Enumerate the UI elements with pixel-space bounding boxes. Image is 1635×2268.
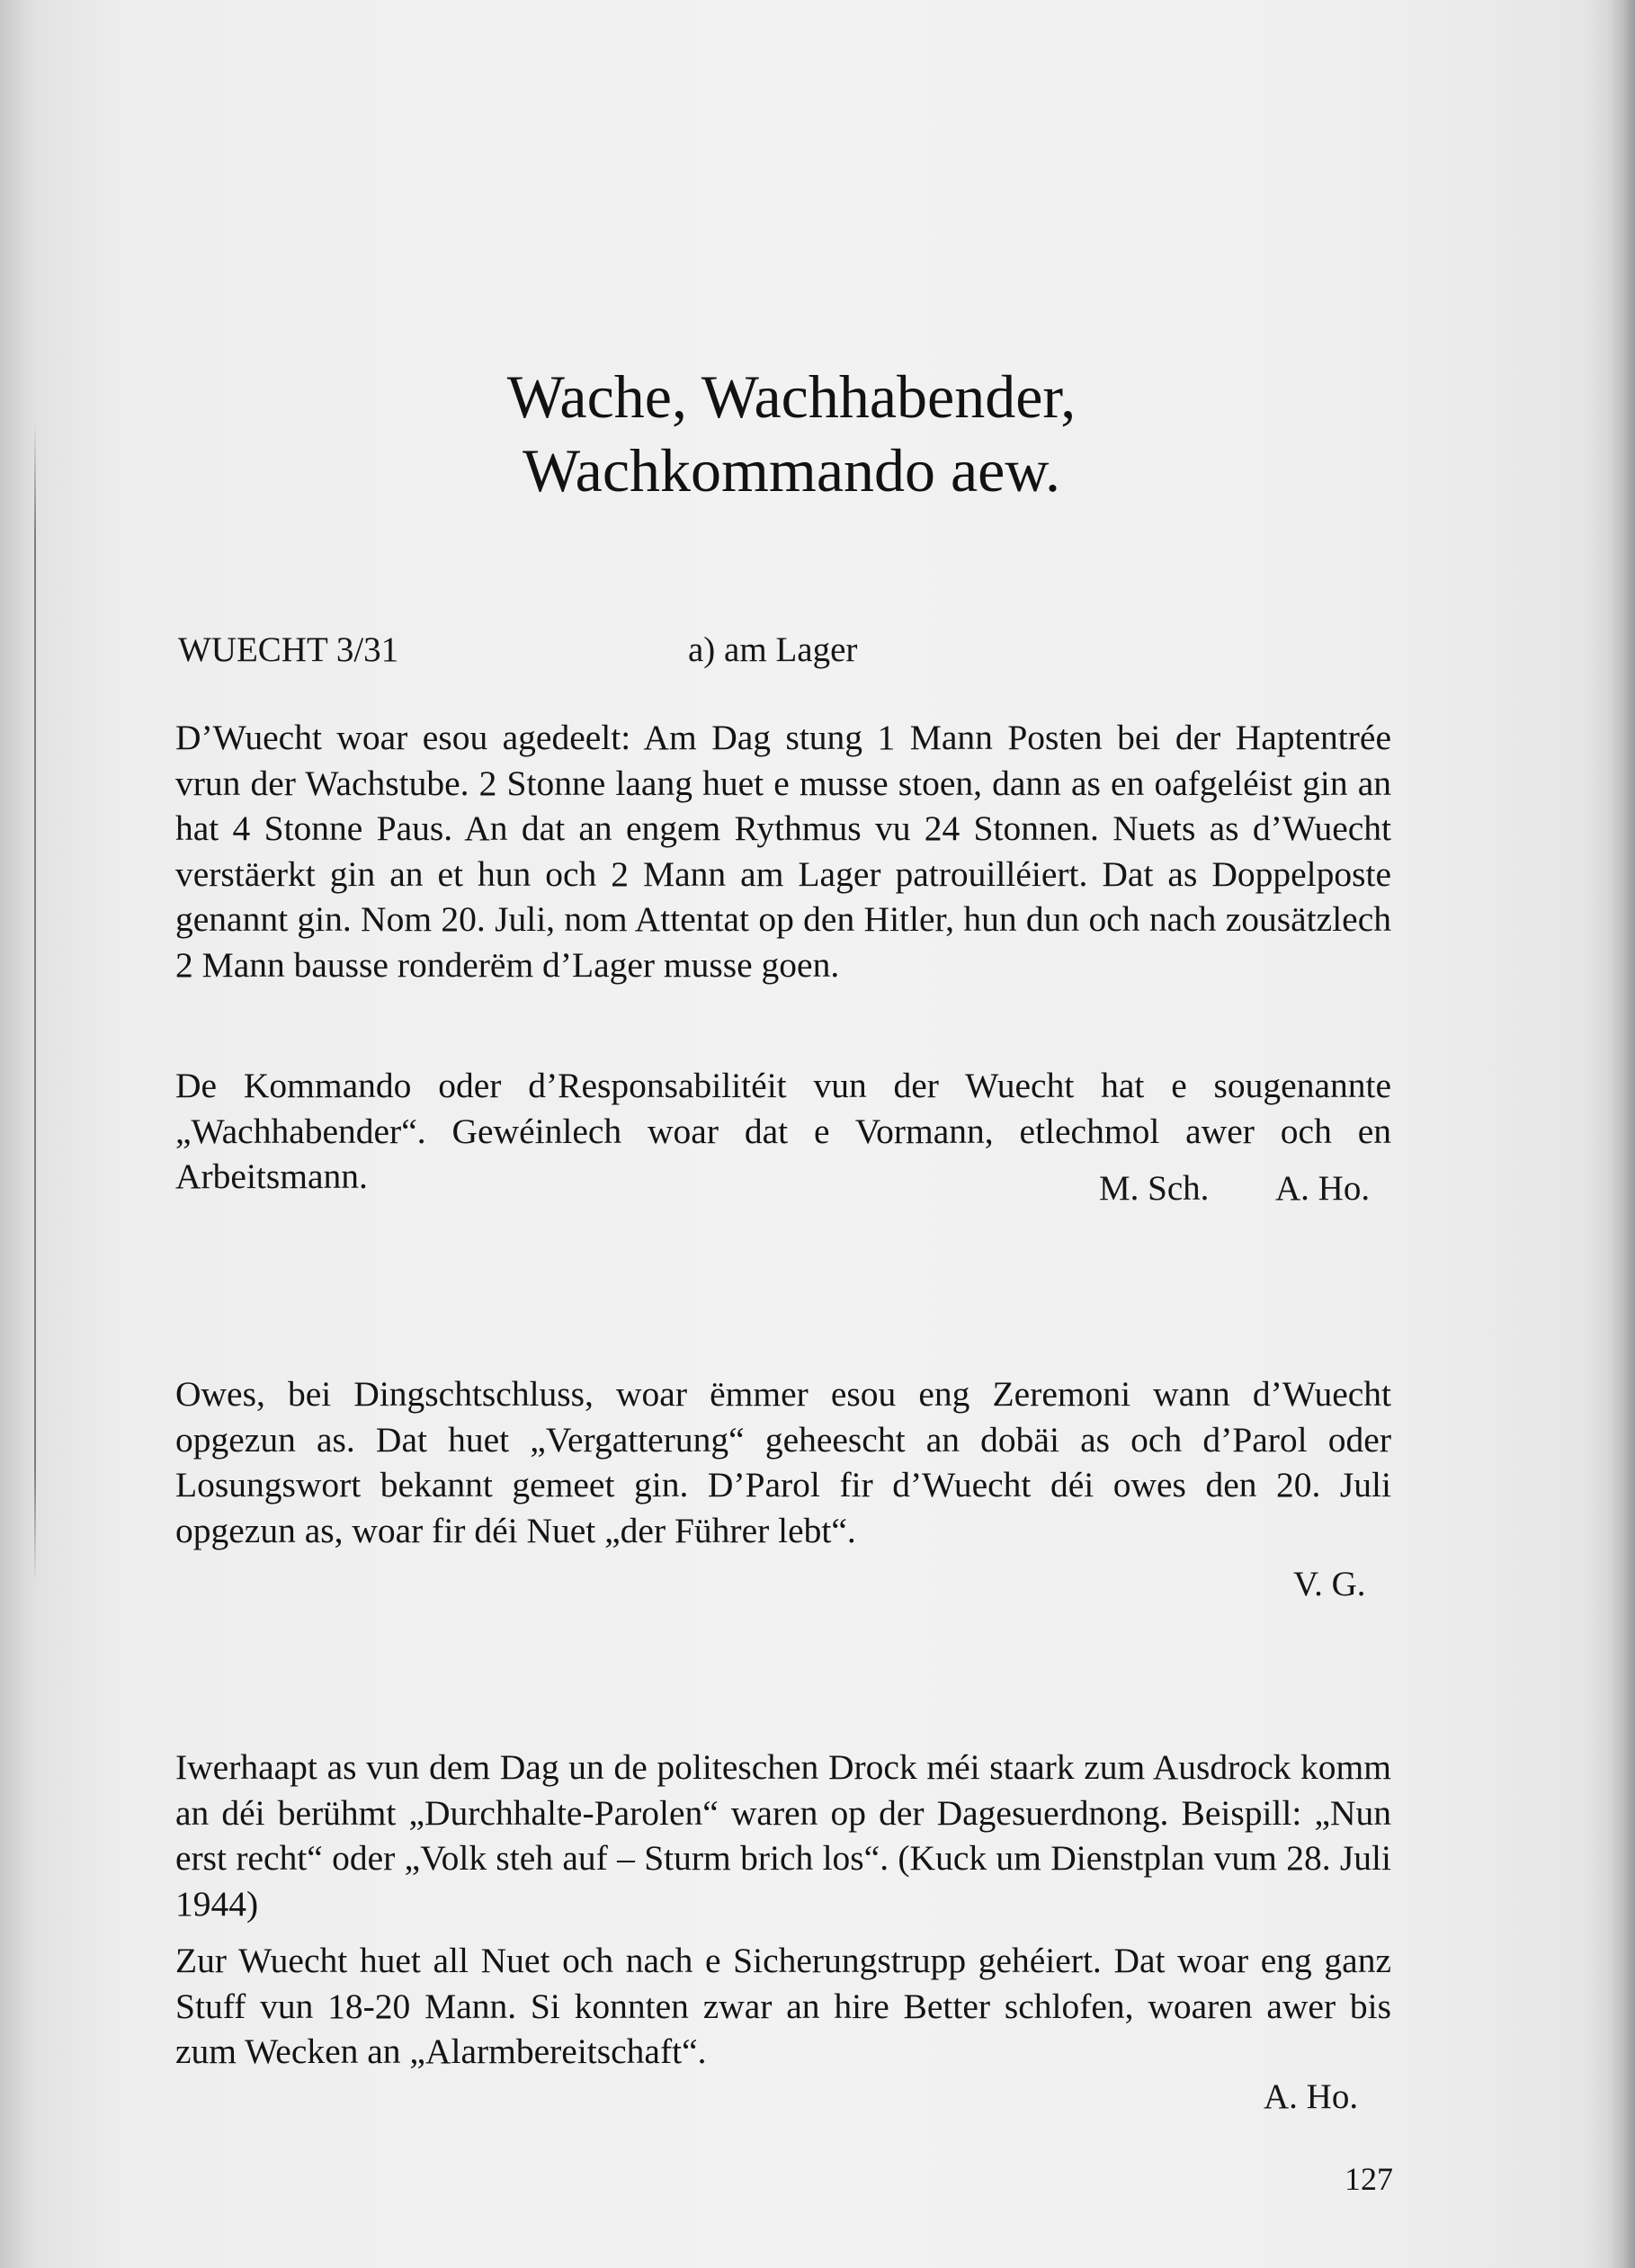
paragraph-2: De Kommando oder d’Responsabilitéit vun der Wuecht hat e sougenannte „Wachhabender“. Gewéinlech woar dat e Vormann, etlechmol awer och en Arbeitsmann. (175, 1066, 1391, 1196)
section-label: WUECHT 3/31 (178, 630, 399, 669)
section-heading: a) am Lager (688, 630, 858, 669)
paragraph-1: D’Wuecht woar esou agedeelt: Am Dag stung 1 Mann Posten bei der Haptentrée vrun der Wachstube. 2 Stonne laang huet e musse stoen, dann as en oafgeléist gin an hat 4 Stonne Paus. An dat an engem Rythmus vu 24 Stonnen. Nuets as d’Wuecht verstäerkt gin an et hun och 2 Mann am Lager patrouilléiert. Dat as Doppelposte genannt gin. Nom 20. Juli, nom Attentat op den Hitler, hun dun och nach zousätzlech 2 Mann bausse ronderëm d’Lager musse goen. (175, 718, 1391, 985)
signature-author-1: M. Sch. (1099, 1169, 1210, 1208)
binding-gutter (34, 423, 36, 1583)
signature-author-2: A. Ho. (1275, 1169, 1371, 1208)
page-title (175, 360, 1407, 507)
title-line-1: Wache, Wachhabender, (506, 362, 1077, 431)
paragraph-4: Iwerhaapt as vun dem Dag un de politeschen Drock méi staark zum Ausdrock komm an déi berühmt „Durchhalte-Parolen“ waren op der Dagesuerdnong. Beispill: „Nun erst recht“ oder „Volk steh auf – Sturm brich los“. (Kuck um Dienstplan vum 28. Juli 1944) (175, 1747, 1391, 1924)
page-number: 127 (1345, 2161, 1393, 2197)
paragraph-3: Owes, bei Dingschtschluss, woar ëmmer esou eng Zeremoni wann d’Wuecht opgezun as. Dat huet „Vergatterung“ geheescht an dobäi as och d’Parol oder Losungswort bekannt gemeet gin. D’Parol fir d’Wuecht déi owes den 20. Juli opgezun as, woar fir déi Nuet „der Führer lebt“. (175, 1374, 1391, 1550)
signature-author-3: V. G. (1293, 1565, 1366, 1603)
signature-author-4: A. Ho. (1264, 2077, 1359, 2116)
paragraph-5: Zur Wuecht huet all Nuet och nach e Sicherungstrupp gehéiert. Dat woar eng ganz Stuff vun 18-20 Mann. Si konnten zwar an hire Better schlofen, woaren awer bis zum Wecken an „Alarmbereitschaft“. (175, 1941, 1391, 2071)
title-line-2: Wachkommando aew. (522, 436, 1061, 504)
